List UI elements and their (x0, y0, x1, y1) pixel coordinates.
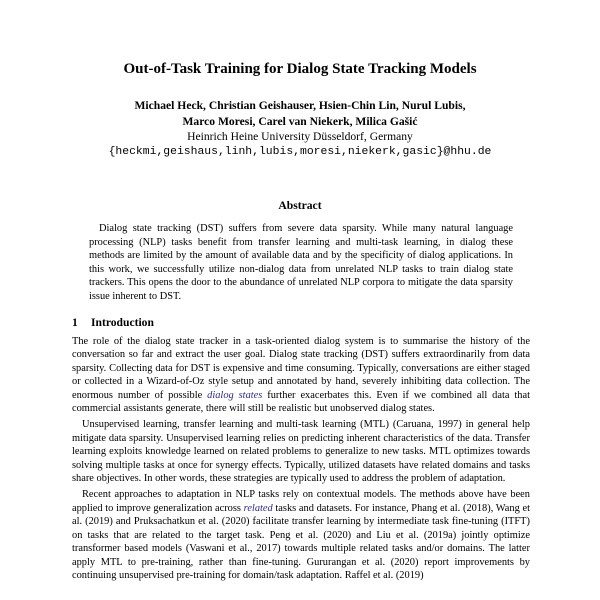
p3-text-a: Recent approaches to adaptation in NLP tasks rely on contextual models. The methods above have been applied to improve generalization across (72, 489, 530, 514)
section-number: 1 (72, 316, 78, 329)
intro-body (72, 335, 530, 585)
author-block (0, 98, 600, 160)
p3-text-b: tasks and datasets. For instance, Phang et al. (2018), Wang et al. (2019) and Pruksachatkun et al. (2020) facilitate transfer learning by intermediate task fine-tuning (ITFT) on tasks that are related to the target task. Peng et al. (2020) and Liu et al. (2019a) jointly optimize transformer based models (Vaswani et al., 2017) towards multiple related tasks and/or domains. The latter apply MTL to pre-training, rather than fine-tuning. Gururangan et al. (2020) report improvements by continuing unsupervised pre-training for domain/task adaptation. Raffel et al. (2019) (72, 502, 530, 581)
intro-paragraph-3 (72, 488, 530, 582)
paper-title: Out-of-Task Training for Dialog State Tracking Models (123, 61, 477, 77)
abstract-text: Dialog state tracking (DST) suffers from severe data sparsity. While many natural language processing (NLP) tasks benefit from transfer learning and multi-task learning, in dialog these methods are limited by the amount of available data and by the specificity of dialog applications. In this work, we successfully utilize non-dialog data from unrelated NLP tasks to train dialog state trackers. This opens the door to the abundance of unrelated NLP corpora to mitigate the data sparsity issue inherent to DST. (89, 223, 513, 302)
abstract-heading: Abstract (278, 199, 322, 212)
intro-paragraph-2: Unsupervised learning, transfer learning and multi-task learning (MTL) (Caruana, 1997) in general help mitigate data sparsity. Unsupervised learning relies on predicting inherent characteristics of the data. Transfer learning exploits knowledge learned on related problems to generalize to new tasks. MTL optimizes towards solving multiple tasks at once for synergy effects. Typically, utilized datasets have related domains and tasks share objectives. In other words, these strategies are typically used to address the problem of adaptation. (72, 419, 530, 485)
dialog-states-emphasis: dialog states (207, 389, 263, 401)
section-title: Introduction (91, 316, 154, 329)
affiliation: Heinrich Heine University Düsseldorf, Germany (187, 130, 413, 143)
authors-line-1: Michael Heck, Christian Geishauser, Hsien-Chin Lin, Nurul Lubis, (134, 99, 466, 112)
authors-line-2: Marco Moresi, Carel van Niekerk, Milica Gašić (182, 114, 418, 128)
p1-text-a: The role of the dialog state tracker in a task-oriented dialog system is to summarise the history of the conversation so far and extract the user goal. Dialog state tracking (DST) suffers extraordinarily from data sparsity. Collecting data for DST is expensive and time consuming. Typically, conversations are either staged or collected in a Wizard-of-Oz style setup and annotated by hand, severely inhibiting data collection. The enormous number of possible (72, 336, 530, 401)
intro-paragraph-1 (72, 335, 530, 415)
related-emphasis: related (243, 502, 273, 514)
author-emails: {heckmi,geishaus,linh,lubis,moresi,niekerk,gasic}@hhu.de (108, 145, 492, 158)
p1-text-b: further exacerbates this. Even if we combined all data that commercial assistants generate, there will still be realistic but unobserved dialog states. (72, 389, 530, 415)
section-heading (72, 316, 154, 329)
